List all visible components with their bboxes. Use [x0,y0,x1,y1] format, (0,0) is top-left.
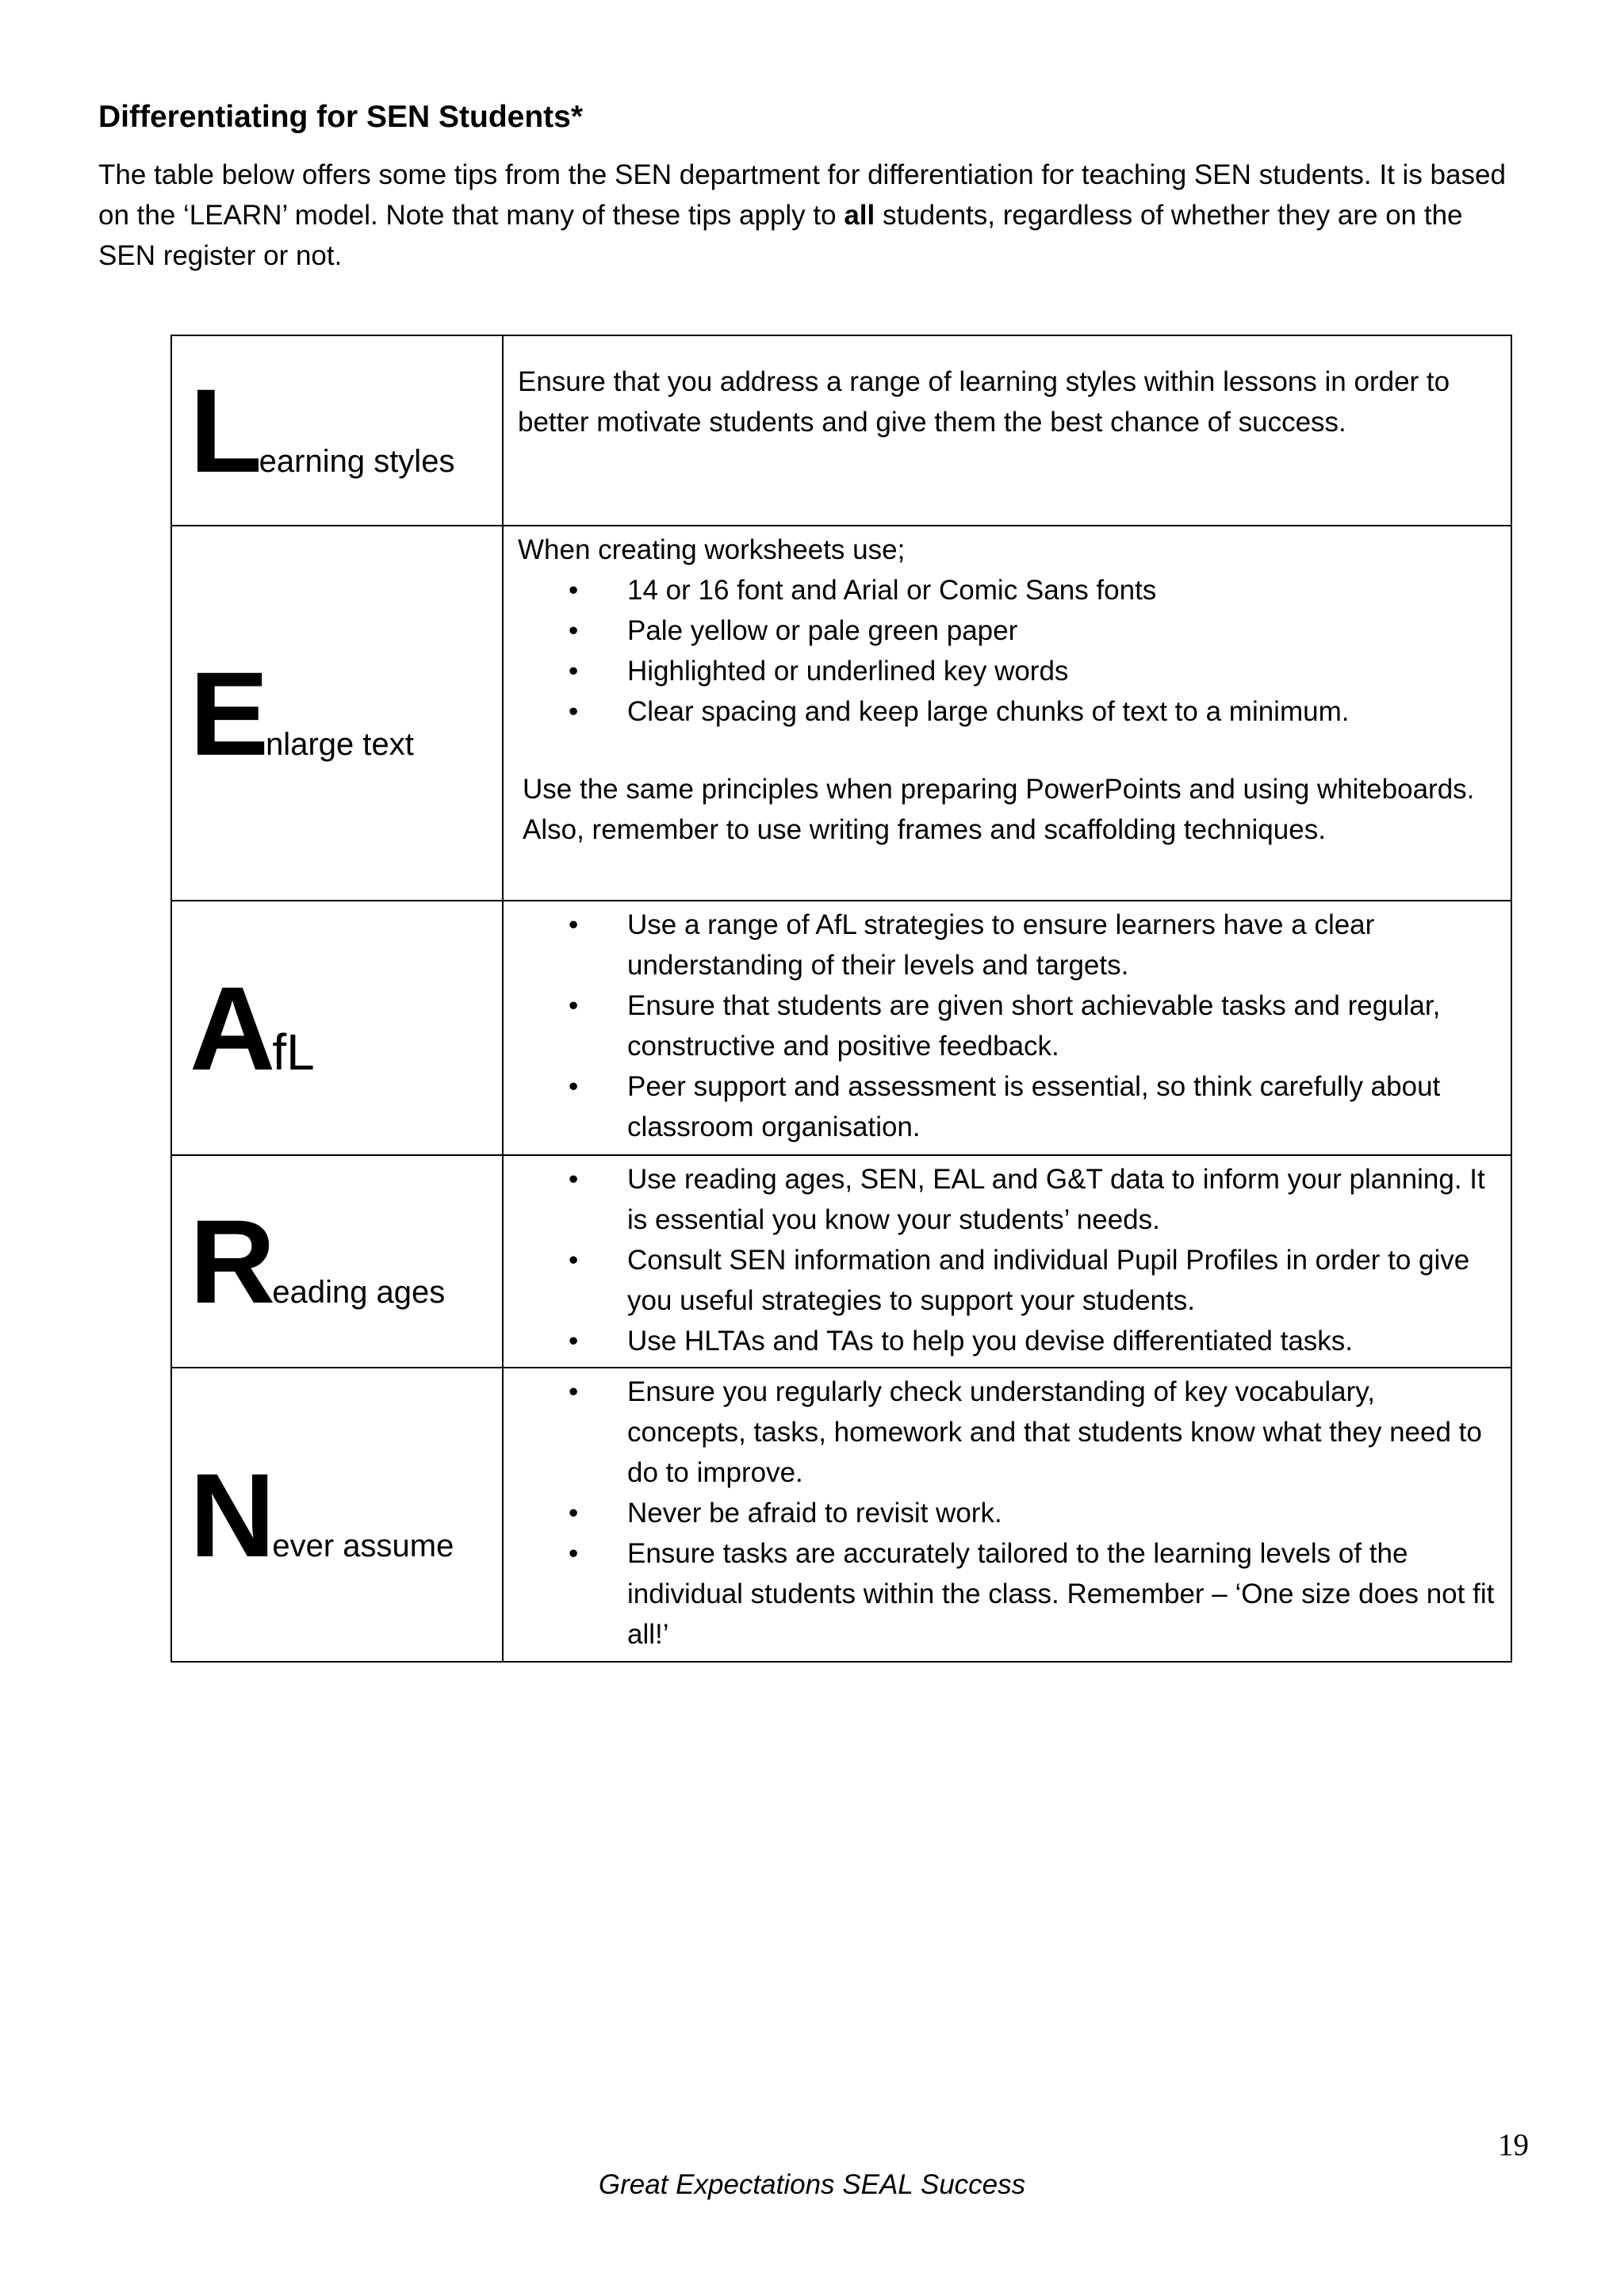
page-heading: Differentiating for SEN Students* [98,100,584,134]
table-row-afl [171,901,1511,1155]
list-item: • Use a range of AfL strategies to ensure learners have a clear understanding of their levels and targets. [518,905,1496,985]
row-heading-rest: fL [272,1023,315,1081]
row-tips-cell [503,901,1511,1155]
row-heading-cell [171,1155,503,1368]
row-tips-cell [503,335,1511,526]
list-item: • Ensure you regularly check understanding of key vocabulary, concepts, tasks, homework and that students know what they need to do to improve. [518,1372,1496,1493]
list-item: • Highlighted or underlined key words [518,651,1496,691]
list-item: • Ensure tasks are accurately tailored to the learning levels of the individual students within the class. Remember – ‘One size does not fit all!’ [518,1533,1496,1655]
list-item: • Use reading ages, SEN, EAL and G&T data to inform your planning. It is essential you know your students’ needs. [518,1159,1496,1240]
table-row-reading-ages [171,1155,1511,1368]
tip-text: Ensure that you address a range of learning styles within lessons in order to better motivate students and give them the best chance of success. [518,366,1450,438]
tips-list [518,1372,1496,1655]
list-item: • Peer support and assessment is essential, so think carefully about classroom organisation. [518,1066,1496,1147]
tips-intro: When creating worksheets use; [518,534,906,565]
row-heading-rest: eading ages [272,1275,446,1310]
page-footer: Great Expectations SEAL Success [598,2169,1026,2200]
intro-text-end: students, regardless of whether they are on the SEN register or not. [98,200,1463,271]
tips-list [518,905,1496,1147]
table-row-never-assume [171,1368,1511,1662]
row-initial-letter: N [190,1448,273,1582]
row-heading-rest: nlarge text [266,726,414,762]
tips-list [518,570,1496,732]
list-item: • Use HLTAs and TAs to help you devise differentiated tasks. [518,1321,1496,1361]
list-item: • Ensure that students are given short achievable tasks and regular, constructive and positive feedback. [518,985,1496,1066]
list-item: • Pale yellow or pale green paper [518,610,1496,651]
intro-bold-word: all [844,200,875,231]
row-initial-letter: R [190,1195,273,1328]
row-tips-cell [503,1368,1511,1662]
list-item: • Clear spacing and keep large chunks of text to a minimum. [518,691,1496,732]
row-tips-cell [503,1155,1511,1368]
list-item: • 14 or 16 font and Arial or Comic Sans fonts [518,570,1496,610]
tips-followup: Use the same principles when preparing PowerPoints and using whiteboards. Also, remember to use writing frames and scaffolding techniques. [523,774,1475,845]
row-tips-cell [503,526,1511,901]
table-row-learning-styles [171,335,1511,526]
page-number: 19 [1498,2128,1529,2162]
row-initial-letter: L [190,364,259,497]
tips-list [518,1159,1496,1361]
list-item: • Consult SEN information and individual Pupil Profiles in order to give you useful strategies to support your students. [518,1240,1496,1321]
list-item: • Never be afraid to revisit work. [518,1493,1496,1533]
row-heading-cell [171,335,503,526]
row-heading-rest: earning styles [259,444,455,479]
learn-table [170,335,1512,1663]
row-initial-letter: E [190,646,266,780]
row-initial-letter: A [190,961,273,1095]
row-heading-cell [171,1368,503,1662]
intro-text: The table below offers some tips from the SEN department for differentiation for teaching SEN students. It is based on the ‘LEARN’ model. Note that many of these tips apply to [98,159,1506,231]
row-heading-rest: ever assume [272,1528,454,1563]
row-heading-cell [171,526,503,901]
intro-paragraph [98,155,1526,276]
row-heading-cell [171,901,503,1155]
table-row-enlarge-text [171,526,1511,901]
